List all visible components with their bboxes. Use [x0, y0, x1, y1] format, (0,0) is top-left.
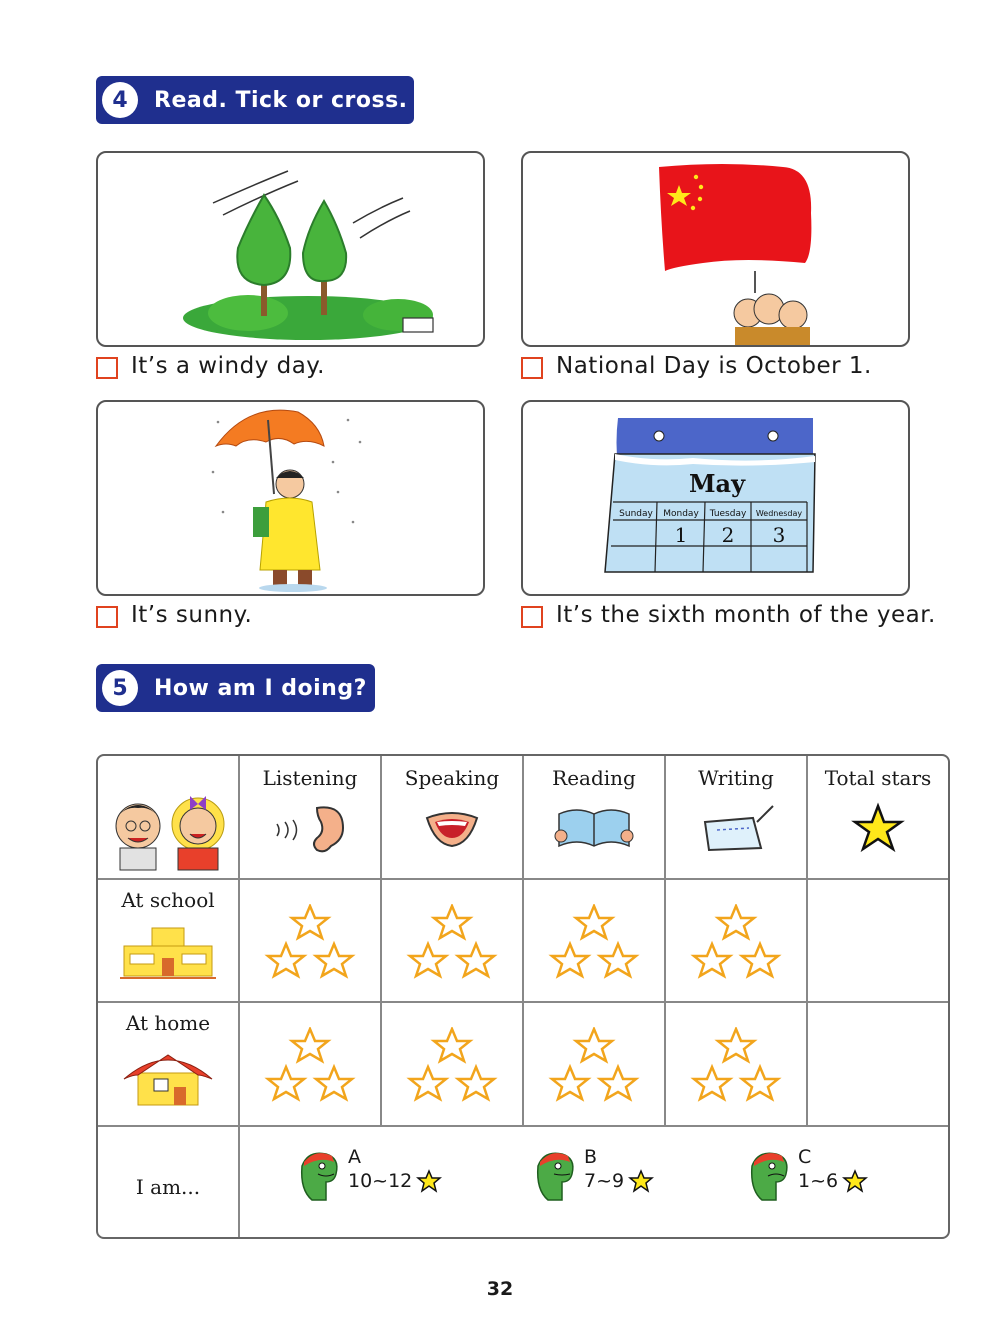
calendar-day-sunday: Sunday: [619, 509, 653, 519]
star-icon: [628, 1169, 654, 1193]
three-star-outline-icon: [548, 1027, 640, 1103]
level-a: [292, 1146, 442, 1210]
dinosaur-icon: [528, 1146, 580, 1206]
sentence-sixth-month: It’s the sixth month of the year.: [556, 602, 936, 628]
level-b-letter: B: [584, 1146, 598, 1168]
section-4-number: 4: [102, 82, 138, 118]
star-icon: [842, 1169, 868, 1193]
three-star-outline-icon: [690, 1027, 782, 1103]
header-cell-speaking: [382, 756, 524, 880]
children-icon: [98, 756, 236, 874]
section-5-title: How am I doing?: [154, 675, 367, 701]
header-cell-total-stars: [808, 756, 948, 880]
header-cell-reading: [524, 756, 666, 880]
row-label-at-school: At school: [121, 888, 215, 912]
column-header-total-stars: Total stars: [824, 766, 932, 790]
star-icon: [416, 1169, 442, 1193]
calendar-illustration: [523, 402, 908, 594]
school-writing-stars[interactable]: [666, 880, 808, 1003]
three-star-outline-icon: [264, 904, 356, 980]
mouth-icon: [407, 800, 497, 856]
calendar-date-1: 1: [674, 523, 688, 547]
three-star-outline-icon: [690, 904, 782, 980]
home-listening-stars[interactable]: [240, 1003, 382, 1127]
row-header-cell-i-am: [98, 1127, 240, 1237]
level-a-range: 10~12: [348, 1170, 413, 1192]
calendar-day-wednesday: Wednesday: [755, 509, 803, 518]
sentence-windy: It’s a windy day.: [131, 353, 325, 379]
tick-box-windy[interactable]: [96, 357, 118, 379]
school-icon: [118, 922, 218, 982]
level-b: [528, 1146, 654, 1210]
section-5-header: [96, 664, 375, 712]
column-header-writing: Writing: [698, 766, 774, 790]
row-header-cell-school: [98, 880, 240, 1003]
boy-with-umbrella-illustration: [98, 402, 483, 594]
calendar-day-monday: Monday: [663, 509, 699, 519]
level-c-range: 1~6: [798, 1170, 839, 1192]
tick-box-sixth-month[interactable]: [521, 606, 543, 628]
school-total-stars-cell[interactable]: [808, 880, 948, 1003]
three-star-outline-icon: [548, 904, 640, 980]
ear-icon: [265, 800, 355, 856]
three-star-outline-icon: [264, 1027, 356, 1103]
dinosaur-icon: [292, 1146, 344, 1206]
page-number: 32: [486, 1278, 514, 1300]
home-writing-stars[interactable]: [666, 1003, 808, 1127]
tick-box-sunny[interactable]: [96, 606, 118, 628]
notebook-pencil-icon: [691, 800, 781, 856]
level-b-range: 7~9: [584, 1170, 625, 1192]
level-c-letter: C: [798, 1146, 812, 1168]
national-flag-illustration: [523, 153, 908, 345]
calendar-picture-panel: [521, 400, 910, 596]
windy-picture-panel: [96, 151, 485, 347]
calendar-month: May: [688, 469, 746, 498]
section-4-header: [96, 76, 414, 124]
dinosaur-icon: [742, 1146, 794, 1206]
book-icon: [549, 800, 639, 856]
row-label-at-home: At home: [125, 1011, 211, 1035]
three-star-outline-icon: [406, 1027, 498, 1103]
header-cell-listening: [240, 756, 382, 880]
home-reading-stars[interactable]: [524, 1003, 666, 1127]
section-5-number: 5: [102, 670, 138, 706]
rain-picture-panel: [96, 400, 485, 596]
flag-picture-panel: [521, 151, 910, 347]
row-header-cell-home: [98, 1003, 240, 1127]
section-4-title: Read. Tick or cross.: [154, 87, 408, 113]
windy-trees-illustration: [98, 153, 483, 345]
column-header-reading: Reading: [552, 766, 636, 790]
three-star-outline-icon: [406, 904, 498, 980]
star-icon: [833, 800, 923, 856]
calendar-day-tuesday: Tuesday: [709, 509, 747, 519]
tick-box-national-day[interactable]: [521, 357, 543, 379]
home-speaking-stars[interactable]: [382, 1003, 524, 1127]
level-c: [742, 1146, 868, 1210]
home-total-stars-cell[interactable]: [808, 1003, 948, 1127]
column-header-speaking: Speaking: [404, 766, 500, 790]
house-icon: [118, 1045, 218, 1107]
row-label-i-am: I am...: [135, 1175, 201, 1199]
calendar-date-3: 3: [772, 523, 786, 547]
calendar-date-2: 2: [721, 523, 735, 547]
school-speaking-stars[interactable]: [382, 880, 524, 1003]
level-a-letter: A: [348, 1146, 361, 1168]
sentence-sunny: It’s sunny.: [131, 602, 253, 628]
school-reading-stars[interactable]: [524, 880, 666, 1003]
column-header-listening: Listening: [262, 766, 358, 790]
children-header-cell: [98, 756, 240, 880]
sentence-national-day: National Day is October 1.: [556, 353, 872, 379]
school-listening-stars[interactable]: [240, 880, 382, 1003]
header-cell-writing: [666, 756, 808, 880]
